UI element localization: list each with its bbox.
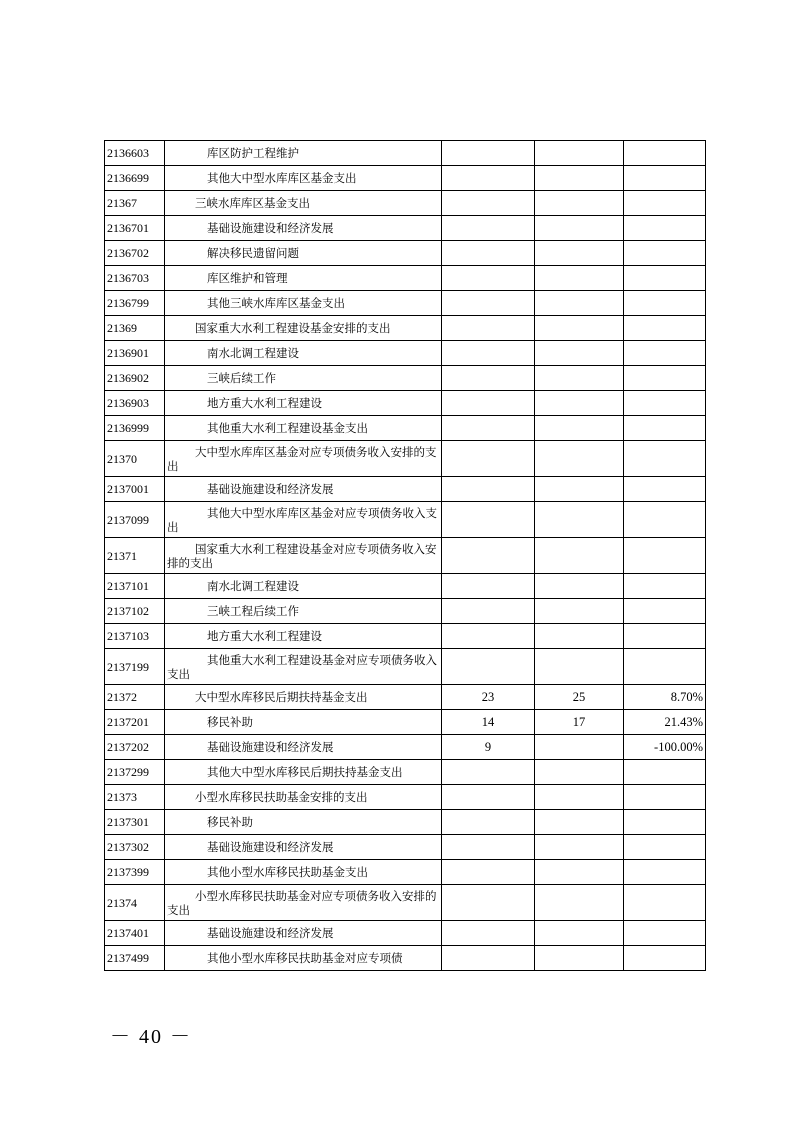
table-row [105, 921, 706, 946]
value-cell-c [624, 785, 706, 810]
code-cell: 21374 [105, 885, 165, 921]
code-cell: 2136799 [105, 291, 165, 316]
value-cell-b [535, 624, 624, 649]
name-cell: 其他重大水利工程建设基金对应专项债务收入支出 [165, 649, 442, 685]
code-cell: 2137499 [105, 946, 165, 971]
value-cell-a [442, 291, 535, 316]
value-cell-b: 17 [535, 710, 624, 735]
value-cell-b [535, 141, 624, 166]
table-row [105, 860, 706, 885]
code-cell: 2137099 [105, 502, 165, 538]
name-cell: 南水北调工程建设 [165, 574, 442, 599]
name-cell: 其他大中型水库库区基金对应专项债务收入支出 [165, 502, 442, 538]
value-cell-a [442, 624, 535, 649]
table-row [105, 416, 706, 441]
value-cell-a [442, 191, 535, 216]
value-cell-c [624, 241, 706, 266]
table-row [105, 241, 706, 266]
value-cell-a [442, 885, 535, 921]
value-cell-c [624, 624, 706, 649]
table-row [105, 810, 706, 835]
table-row [105, 166, 706, 191]
value-cell-c [624, 538, 706, 574]
table-row [105, 760, 706, 785]
value-cell-b [535, 266, 624, 291]
value-cell-a [442, 366, 535, 391]
name-cell: 南水北调工程建设 [165, 341, 442, 366]
name-cell: 国家重大水利工程建设基金对应专项债务收入安排的支出 [165, 538, 442, 574]
value-cell-b [535, 785, 624, 810]
name-cell: 移民补助 [165, 710, 442, 735]
code-cell: 2136703 [105, 266, 165, 291]
value-cell-b [535, 946, 624, 971]
value-cell-a: 23 [442, 685, 535, 710]
code-cell: 2137401 [105, 921, 165, 946]
table-row [105, 649, 706, 685]
value-cell-b [535, 291, 624, 316]
table-row [105, 216, 706, 241]
code-cell: 2136901 [105, 341, 165, 366]
code-cell: 2136699 [105, 166, 165, 191]
name-cell: 三峡水库库区基金支出 [165, 191, 442, 216]
code-cell: 21371 [105, 538, 165, 574]
table-row [105, 291, 706, 316]
name-cell: 三峡后续工作 [165, 366, 442, 391]
name-cell: 大中型水库库区基金对应专项债务收入安排的支出 [165, 441, 442, 477]
name-cell: 小型水库移民扶助基金安排的支出 [165, 785, 442, 810]
value-cell-c [624, 649, 706, 685]
value-cell-c [624, 921, 706, 946]
code-cell: 21372 [105, 685, 165, 710]
value-cell-a [442, 538, 535, 574]
value-cell-c: 8.70% [624, 685, 706, 710]
value-cell-a [442, 649, 535, 685]
value-cell-b [535, 216, 624, 241]
name-cell: 移民补助 [165, 810, 442, 835]
name-cell: 基础设施建设和经济发展 [165, 735, 442, 760]
value-cell-c [624, 760, 706, 785]
table-row [105, 502, 706, 538]
table-row [105, 538, 706, 574]
table-row [105, 441, 706, 477]
name-cell: 基础设施建设和经济发展 [165, 216, 442, 241]
code-cell: 2137001 [105, 477, 165, 502]
code-cell: 2136902 [105, 366, 165, 391]
name-cell: 其他三峡水库库区基金支出 [165, 291, 442, 316]
name-cell: 库区防护工程维护 [165, 141, 442, 166]
table-row [105, 835, 706, 860]
code-cell: 2137103 [105, 624, 165, 649]
code-cell: 2136999 [105, 416, 165, 441]
name-cell: 解决移民遗留问题 [165, 241, 442, 266]
value-cell-a [442, 860, 535, 885]
table-row [105, 685, 706, 710]
value-cell-b [535, 921, 624, 946]
value-cell-b [535, 649, 624, 685]
table-row [105, 391, 706, 416]
table-row [105, 599, 706, 624]
value-cell-a [442, 760, 535, 785]
budget-table-body [105, 141, 706, 971]
budget-table [104, 140, 706, 971]
table-row [105, 477, 706, 502]
value-cell-c [624, 141, 706, 166]
value-cell-a: 9 [442, 735, 535, 760]
value-cell-c [624, 316, 706, 341]
name-cell: 地方重大水利工程建设 [165, 391, 442, 416]
value-cell-a [442, 946, 535, 971]
code-cell: 2137302 [105, 835, 165, 860]
table-row [105, 735, 706, 760]
value-cell-b [535, 241, 624, 266]
value-cell-a [442, 810, 535, 835]
value-cell-b [535, 760, 624, 785]
value-cell-c [624, 416, 706, 441]
code-cell: 21373 [105, 785, 165, 810]
value-cell-c: 21.43% [624, 710, 706, 735]
table-row [105, 710, 706, 735]
value-cell-c [624, 835, 706, 860]
value-cell-a [442, 477, 535, 502]
name-cell: 其他大中型水库库区基金支出 [165, 166, 442, 191]
value-cell-a [442, 416, 535, 441]
value-cell-b [535, 835, 624, 860]
value-cell-b [535, 341, 624, 366]
value-cell-b [535, 810, 624, 835]
value-cell-a [442, 391, 535, 416]
value-cell-c [624, 366, 706, 391]
value-cell-c [624, 166, 706, 191]
name-cell: 基础设施建设和经济发展 [165, 477, 442, 502]
value-cell-c [624, 946, 706, 971]
name-cell: 其他重大水利工程建设基金支出 [165, 416, 442, 441]
table-row [105, 191, 706, 216]
value-cell-a [442, 502, 535, 538]
value-cell-a [442, 921, 535, 946]
value-cell-b [535, 391, 624, 416]
value-cell-c [624, 502, 706, 538]
value-cell-a [442, 835, 535, 860]
value-cell-c [624, 441, 706, 477]
name-cell: 大中型水库移民后期扶持基金支出 [165, 685, 442, 710]
table-row [105, 316, 706, 341]
value-cell-a [442, 785, 535, 810]
value-cell-b [535, 366, 624, 391]
code-cell: 2137301 [105, 810, 165, 835]
value-cell-b [535, 316, 624, 341]
value-cell-c [624, 341, 706, 366]
code-cell: 2136903 [105, 391, 165, 416]
name-cell: 库区维护和管理 [165, 266, 442, 291]
value-cell-c [624, 599, 706, 624]
value-cell-c: -100.00% [624, 735, 706, 760]
value-cell-b [535, 166, 624, 191]
value-cell-c [624, 477, 706, 502]
value-cell-c [624, 574, 706, 599]
value-cell-b [535, 574, 624, 599]
value-cell-a [442, 166, 535, 191]
value-cell-a [442, 241, 535, 266]
value-cell-a: 14 [442, 710, 535, 735]
value-cell-a [442, 441, 535, 477]
code-cell: 2137201 [105, 710, 165, 735]
table-row [105, 366, 706, 391]
table-row [105, 624, 706, 649]
value-cell-c [624, 860, 706, 885]
table-row [105, 266, 706, 291]
value-cell-c [624, 391, 706, 416]
page-number: － 40 － [110, 1026, 192, 1048]
code-cell: 2137202 [105, 735, 165, 760]
value-cell-b [535, 502, 624, 538]
value-cell-a [442, 599, 535, 624]
code-cell: 2137299 [105, 760, 165, 785]
value-cell-c [624, 810, 706, 835]
table-row [105, 341, 706, 366]
value-cell-b: 25 [535, 685, 624, 710]
code-cell: 2137399 [105, 860, 165, 885]
name-cell: 其他小型水库移民扶助基金支出 [165, 860, 442, 885]
value-cell-a [442, 316, 535, 341]
value-cell-b [535, 191, 624, 216]
value-cell-a [442, 216, 535, 241]
value-cell-b [535, 735, 624, 760]
table-row [105, 785, 706, 810]
name-cell: 小型水库移民扶助基金对应专项债务收入安排的支出 [165, 885, 442, 921]
value-cell-c [624, 885, 706, 921]
code-cell: 2137199 [105, 649, 165, 685]
name-cell: 其他小型水库移民扶助基金对应专项债 [165, 946, 442, 971]
value-cell-c [624, 291, 706, 316]
table-row [105, 141, 706, 166]
code-cell: 21369 [105, 316, 165, 341]
value-cell-b [535, 441, 624, 477]
table-row [105, 885, 706, 921]
value-cell-b [535, 477, 624, 502]
code-cell: 2136701 [105, 216, 165, 241]
table-row [105, 946, 706, 971]
table-row [105, 574, 706, 599]
name-cell: 三峡工程后续工作 [165, 599, 442, 624]
value-cell-a [442, 266, 535, 291]
value-cell-c [624, 191, 706, 216]
code-cell: 21367 [105, 191, 165, 216]
value-cell-a [442, 341, 535, 366]
code-cell: 2136603 [105, 141, 165, 166]
code-cell: 2136702 [105, 241, 165, 266]
code-cell: 2137102 [105, 599, 165, 624]
value-cell-b [535, 885, 624, 921]
code-cell: 21370 [105, 441, 165, 477]
value-cell-b [535, 860, 624, 885]
value-cell-b [535, 416, 624, 441]
value-cell-b [535, 538, 624, 574]
name-cell: 国家重大水利工程建设基金安排的支出 [165, 316, 442, 341]
code-cell: 2137101 [105, 574, 165, 599]
name-cell: 其他大中型水库移民后期扶持基金支出 [165, 760, 442, 785]
value-cell-a [442, 574, 535, 599]
value-cell-a [442, 141, 535, 166]
value-cell-c [624, 266, 706, 291]
name-cell: 基础设施建设和经济发展 [165, 921, 442, 946]
value-cell-b [535, 599, 624, 624]
name-cell: 基础设施建设和经济发展 [165, 835, 442, 860]
name-cell: 地方重大水利工程建设 [165, 624, 442, 649]
value-cell-c [624, 216, 706, 241]
